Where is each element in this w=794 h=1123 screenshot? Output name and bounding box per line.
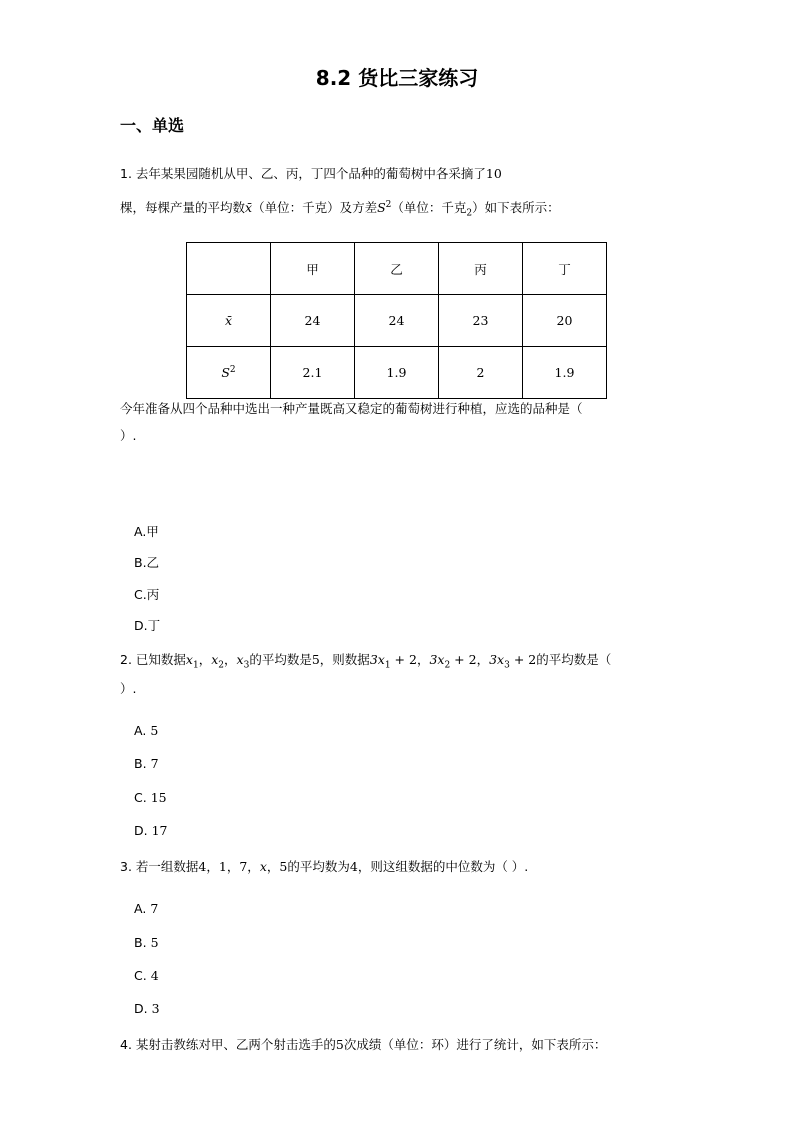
page-title: 8.2 货比三家练习: [315, 66, 479, 90]
q2-option-b[interactable]: [134, 756, 159, 772]
q2-text: 的平均数是（: [536, 652, 612, 667]
q2-sep: ，: [476, 652, 490, 667]
q2-expr: 3x: [429, 652, 445, 667]
section-heading: 一、单选: [120, 116, 185, 135]
q3-mean: 4: [349, 859, 358, 874]
table-cell: [439, 347, 523, 399]
q4-count: 5: [335, 1037, 344, 1052]
q1-option-d[interactable]: D.丁: [134, 618, 161, 633]
q3-datum: x: [259, 859, 267, 874]
cell-value: 2.1: [302, 365, 323, 380]
option-label: D.: [134, 823, 148, 838]
q3-option-a[interactable]: [134, 901, 158, 917]
option-value: 15: [150, 790, 167, 805]
table-cell: [187, 295, 271, 347]
q3-line1: [120, 859, 528, 875]
table-cell: [355, 295, 439, 347]
q2-sep: ，: [416, 652, 430, 667]
q2-text: ，则数据: [319, 652, 370, 667]
q1-text: ）如下表所示：: [472, 200, 560, 216]
table-row: [187, 243, 607, 295]
table-cell: 丁: [523, 243, 607, 295]
q3-datum: 7: [239, 859, 248, 874]
option-value: 5: [150, 723, 159, 738]
q3-sep: ，: [226, 859, 240, 874]
q1-variance-exp: 2: [385, 200, 392, 210]
q2-sub: 3: [504, 660, 510, 671]
q1-option-b[interactable]: B.乙: [134, 555, 160, 570]
q2-sub: 2: [444, 660, 451, 671]
table-cell: [187, 243, 271, 295]
q2-expr: + 2: [390, 652, 417, 667]
q2-var: x: [185, 652, 193, 667]
q2-line2: ）.: [120, 681, 137, 696]
q3-sep: ，: [206, 859, 219, 874]
table-cell: [271, 347, 355, 399]
row-label: x̄: [224, 313, 233, 328]
q1-line1: [120, 166, 502, 182]
q2-sub: 1: [192, 660, 199, 671]
row-label-exp: 2: [229, 364, 236, 375]
q2-sep: ，: [224, 652, 237, 667]
table-row: [187, 347, 607, 399]
q4-text: 次成绩（单位：环）进行了统计，如下表所示：: [343, 1037, 607, 1052]
row-label: S: [221, 365, 230, 381]
q1-variance-symbol: S: [377, 200, 386, 216]
q2-sep: ，: [198, 652, 212, 667]
q1-text: 1. 去年某果园随机从甲、乙、丙，丁四个品种的葡萄树中各采摘了: [120, 166, 486, 181]
q2-mean: 5: [311, 652, 320, 667]
q3-text: 的平均数为: [287, 859, 350, 874]
option-label: B.: [134, 935, 147, 950]
option-label: C.: [134, 968, 147, 983]
q4-text: 4. 某射击教练对甲、乙两个射击选手的: [120, 1037, 336, 1052]
q2-expr: + 2: [509, 652, 537, 667]
q3-option-c[interactable]: [134, 968, 159, 984]
q1-count: 10: [485, 166, 502, 181]
option-value: 4: [150, 968, 159, 983]
q3-sep: ，: [247, 859, 260, 874]
table-cell: [355, 347, 439, 399]
table-cell: [523, 295, 607, 347]
option-label: A.: [134, 723, 147, 738]
option-value: 5: [150, 935, 159, 950]
cell-value: 2: [476, 365, 485, 380]
cell-value: 1.9: [386, 365, 407, 380]
q3-text: ，则这组数据的中位数为（ ）.: [357, 859, 529, 874]
option-label: A.: [134, 901, 147, 916]
cell-value: 24: [388, 313, 405, 328]
cell-value: 24: [304, 313, 321, 328]
q2-sub: 2: [218, 660, 225, 671]
option-value: 17: [151, 823, 168, 838]
table-cell: 乙: [355, 243, 439, 295]
table-cell: [187, 347, 271, 399]
table-cell: [523, 347, 607, 399]
q1-line2: [120, 197, 560, 222]
q1-table: [186, 242, 607, 399]
q2-option-c[interactable]: [134, 790, 167, 806]
table-cell: 甲: [271, 243, 355, 295]
q3-datum: 1: [218, 859, 227, 874]
cell-value: 23: [472, 313, 489, 328]
q1-text: （单位：千克）及方差: [252, 200, 378, 216]
q2-line1: [120, 652, 611, 674]
table-cell: [271, 295, 355, 347]
q1-unit-sub: 2: [466, 208, 473, 219]
table-row: [187, 295, 607, 347]
q3-sep: ，: [266, 859, 280, 874]
q2-var: x: [236, 652, 244, 667]
q4-line1: [120, 1037, 606, 1053]
option-label: B.: [134, 756, 147, 771]
cell-value: 1.9: [554, 365, 575, 380]
q2-text: 2. 已知数据: [120, 652, 186, 667]
q2-expr: + 2: [450, 652, 477, 667]
q1-after-line1: 今年准备从四个品种中选出一种产量既高又稳定的葡萄树进行种植，应选的品种是（: [120, 401, 583, 416]
q2-text: 的平均数是: [249, 652, 312, 667]
q1-option-a[interactable]: A.甲: [134, 524, 159, 539]
table-cell: 丙: [439, 243, 523, 295]
q3-option-d[interactable]: [134, 1001, 160, 1017]
q2-option-d[interactable]: [134, 823, 168, 839]
q2-var: x: [211, 652, 219, 667]
q2-sub: 1: [384, 660, 391, 671]
q2-expr: 3x: [369, 652, 385, 667]
table-cell: [439, 295, 523, 347]
option-label: D.: [134, 1001, 148, 1016]
q3-text: 3. 若一组数据: [120, 859, 199, 874]
q3-datum: 4: [198, 859, 207, 874]
option-label: C.: [134, 790, 147, 805]
q1-after-line2: ）.: [120, 428, 137, 443]
option-value: 7: [150, 756, 159, 771]
option-value: 7: [150, 901, 159, 916]
cell-value: 20: [556, 313, 573, 328]
q3-option-b[interactable]: [134, 935, 159, 951]
q1-text: 棵，每棵产量的平均数: [120, 200, 246, 216]
q1-text: （单位：千克: [391, 200, 467, 216]
q1-option-c[interactable]: C.丙: [134, 587, 160, 602]
q3-datum: 5: [279, 859, 288, 874]
q2-expr: 3x: [489, 652, 505, 667]
q2-sub: 3: [243, 660, 250, 671]
option-value: 3: [151, 1001, 160, 1016]
q1-mean-symbol: x̄: [245, 200, 253, 216]
q2-option-a[interactable]: [134, 723, 158, 739]
